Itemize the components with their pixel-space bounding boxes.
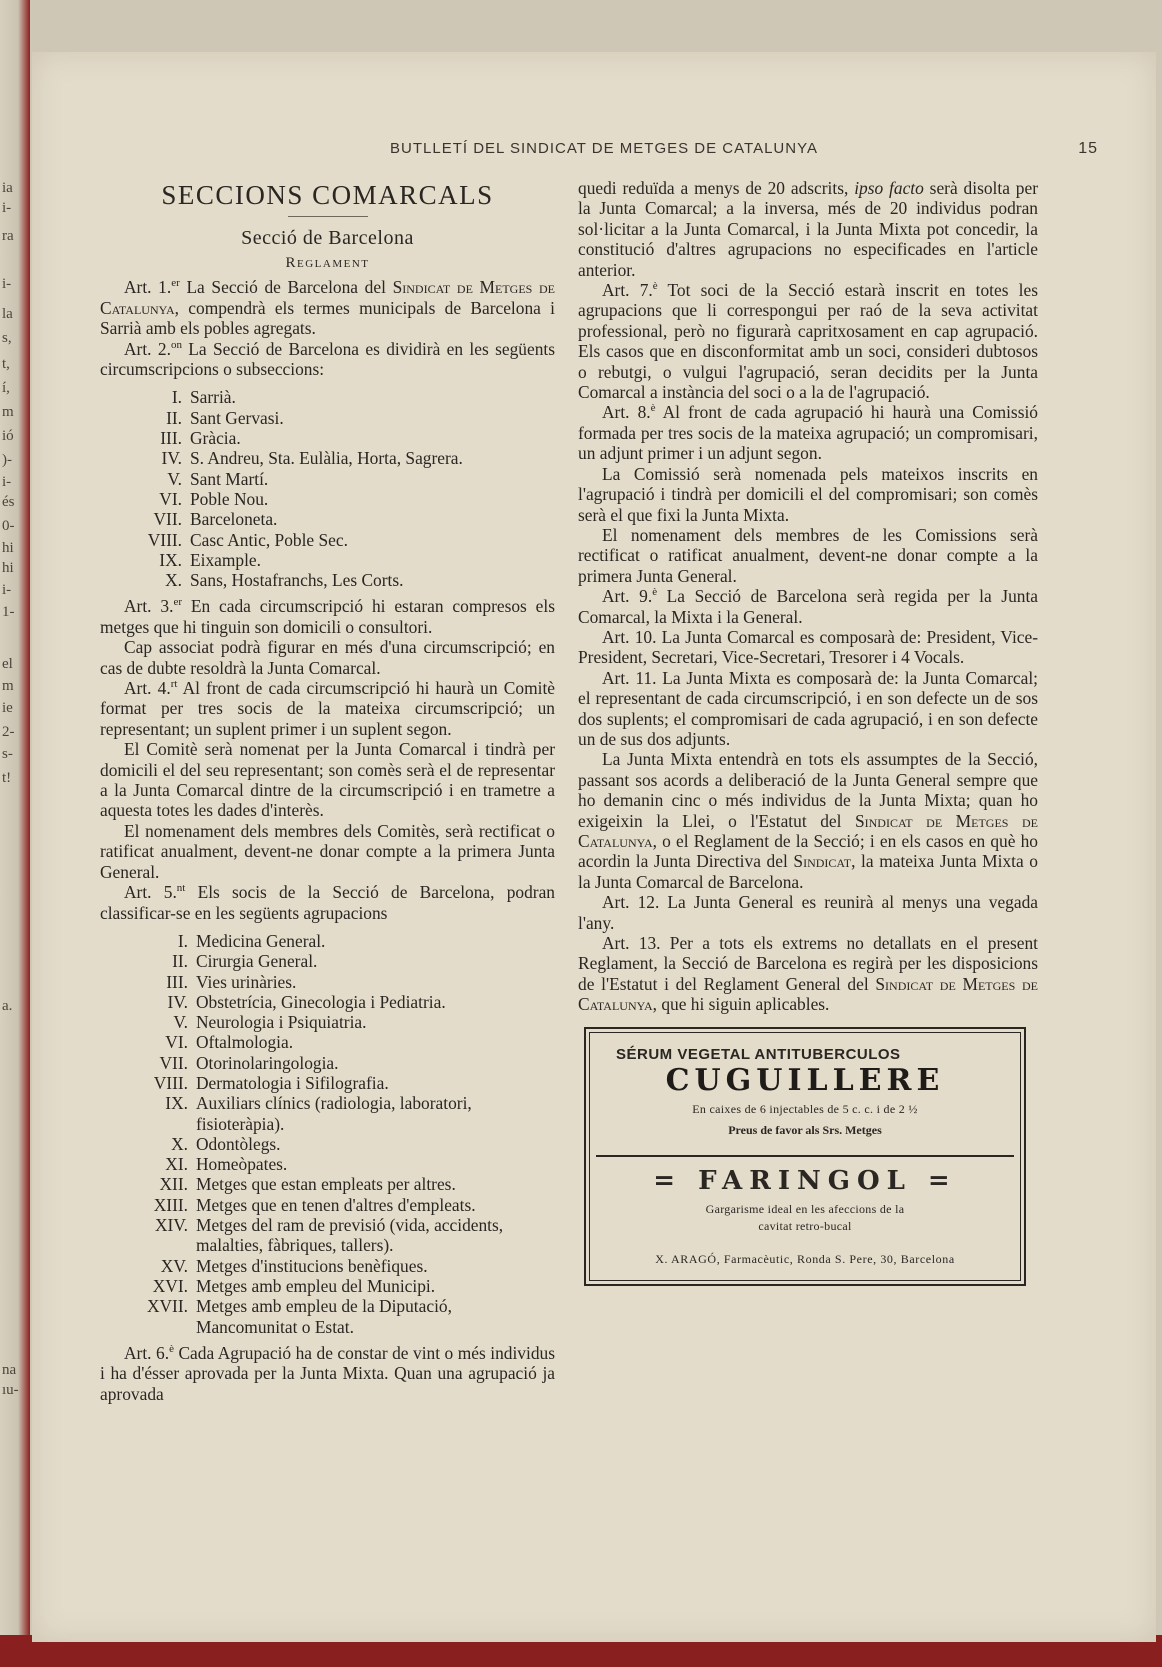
running-title: BUTLLETÍ DEL SINDICAT DE METGES DE CATALUNYA (390, 140, 818, 157)
list-text: Cirurgia General. (196, 951, 318, 972)
ad-packaging: En caixes de 6 injectables de 5 c. c. i de 2 ½ (692, 1102, 918, 1117)
ad-divider (596, 1155, 1014, 1157)
title-rule (288, 216, 368, 217)
bleed-fragment: )- (2, 452, 12, 468)
list-number: VII. (159, 1052, 188, 1073)
list-text: Sant Gervasi. (190, 407, 284, 428)
bleed-fragment: i- (2, 276, 12, 292)
list-number: IV. (161, 448, 182, 469)
article-13: Art. 13. Per a tots els extrems no detallats en el present Reglament, la Secció de Barcelona es regirà per les disposicions de l'Estatut i del Reglament General del Sindicat de Metges de Catalunya, que hi siguin aplicables. (578, 933, 1038, 1015)
ad-description-2: cavitat retro-bucal (758, 1219, 852, 1234)
list-number: III. (160, 428, 182, 449)
list-number: V. (173, 1012, 188, 1033)
circumscription-item (100, 428, 555, 448)
list-number: III. (166, 971, 188, 992)
list-number: XV. (160, 1255, 188, 1276)
list-text: Eixample. (190, 549, 261, 570)
article-5: Art. 5.$^{nt}$ Els socis de la Secció de Barcelona, podran classificar-se en les següents agrupacions (100, 882, 555, 923)
agrupacio-item (100, 931, 555, 951)
circumscription-item (100, 570, 555, 590)
list-text: Metges amb empleu de la Diputació, Mancomunitat o Estat. (196, 1296, 452, 1337)
bleed-fragment: s- (2, 746, 13, 762)
list-text: Casc Antic, Poble Sec. (190, 529, 348, 550)
paragraph-cap-associat: Cap associat podrà figurar en més d'una circumscripció; en cas de dubte resoldrà la Junta Comarcal. (100, 637, 555, 678)
bleed-fragment: na (2, 1362, 17, 1378)
paragraph-junta-mixta: La Junta Mixta entendrà en tots els assumptes de la Secció, passant sos acords a deliberació de la Junta General sempre que ho demanin cinc o més individus de la Junta Mixta; quan ho exigeixin la Llei, o l'Estatut del Sindicat de Metges de Catalunya, o el Reglament de la Secció; i en els casos en què ho acordin la Junta Directiva del Sindicat, la mateixa Junta Mixta o la Junta Comarcal de Barcelona. (578, 749, 1039, 892)
bleed-fragment: ia (2, 180, 13, 196)
agrupacio-item (100, 1053, 555, 1073)
bleed-fragment: hi (2, 540, 14, 556)
left-column (100, 178, 555, 1404)
list-text: Gràcia. (190, 428, 241, 449)
agrupacio-item (100, 992, 555, 1012)
agrupacio-item (100, 951, 555, 971)
ad-product-line: SÉRUM VEGETAL ANTITUBERCULOS (616, 1045, 901, 1063)
list-number: XVII. (146, 1296, 188, 1317)
article-3: Art. 3.$^{er}$ En cada circumscripció hi estaran compresos els metges que hi tinguin son domicili o consultori. (100, 596, 555, 637)
agrupacio-item (100, 1154, 555, 1174)
paragraph-comite: El Comitè serà nomenat per la Junta Comarcal i tindrà per domicili el del seu representant; son comès serà el de representar a la Junta Comarcal dintre de la circumscripció i en trametre a aquesta totes les dades d'interès. (100, 739, 555, 821)
paragraph-nomenament-comissions: El nomenament dels membres de les Comissions serà rectificat o ratificat anualment, devent-ne donar compte a la primera Junta General. (578, 524, 1038, 586)
circumscription-item (100, 469, 555, 489)
circumscription-item (100, 448, 555, 468)
list-number: VI. (159, 488, 182, 509)
bleed-fragment: m (2, 404, 14, 420)
list-text: Sans, Hostafranchs, Les Corts. (190, 570, 404, 591)
bleed-fragment: s, (2, 330, 12, 346)
article-4: Art. 4.$^{rt}$ Al front de cada circumscripció hi haurà un Comitè format per tres socis de la mateixa circumscripció; un representant; un suplent primer i un suplent segon. (100, 678, 555, 739)
bleed-fragment: ıu- (2, 1382, 19, 1398)
agrupacio-item (100, 1012, 555, 1032)
agrupacio-item (100, 1296, 555, 1337)
facing-page-bleed (0, 0, 30, 1667)
list-number: XVI. (152, 1275, 188, 1296)
bleed-fragment: i- (2, 474, 12, 490)
list-number: VI. (165, 1032, 188, 1053)
circumscription-item (100, 387, 555, 407)
bleed-fragment: a. (2, 998, 13, 1014)
agrupacio-item (100, 1073, 555, 1093)
article-6-continuation: quedi reduïda a menys de 20 adscrits, ipso facto serà disolta per la Junta Comarcal; a la inversa, més de 20 individus podran sol·licitar a la Junta Comarcal, i la Junta Mixta pot concedir, la constitució d'altres agrupacions no especificades en l'article anterior. (578, 178, 1038, 280)
bleed-fragment: ie (2, 700, 13, 716)
bleed-fragment: 0- (2, 518, 15, 534)
list-number: IV. (167, 991, 188, 1012)
circumscription-item (100, 509, 555, 529)
list-text: Odontòlegs. (196, 1133, 281, 1154)
bleed-fragment: la (2, 306, 13, 322)
circumscription-item (100, 408, 555, 428)
bleed-fragment: ra (2, 228, 14, 244)
list-text: Metges que estan empleats per altres. (196, 1174, 456, 1195)
list-number: X. (165, 570, 182, 591)
list-number: XII. (159, 1174, 188, 1195)
list-number: IX. (165, 1093, 188, 1114)
article-11: Art. 11. La Junta Mixta es composarà de: la Junta Comarcal; el representant de cada circumscripció, i en son defecte un de sos dos suplents; el compromisari de cada agrupació, i en son defecte un de sus dos adjunts. (578, 667, 1038, 749)
list-text: Oftalmologia. (196, 1032, 294, 1053)
list-number: VIII. (153, 1072, 188, 1093)
list-text: Homeòpates. (196, 1154, 288, 1175)
section-title: SECCIONS COMARCALS (161, 180, 494, 210)
ad-price-note: Preus de favor als Srs. Metges (728, 1123, 882, 1138)
paragraph-comissio: La Comissió serà nomenada pels mateixos inscrits en l'agrupació i tindrà per domicili el del compromisari; son comès serà el que fixi la Junta Mixta. (578, 463, 1038, 525)
article-8: Art. 8.$^è$ Al front de cada agrupació hi haurà una Comissió formada per tres socis de la mateixa agrupació; un compromisari, un adjunt primer i un adjunt segon. (578, 402, 1038, 464)
list-text: Metges d'institucions benèfiques. (196, 1255, 428, 1276)
list-text: Metges amb empleu del Municipi. (196, 1275, 436, 1296)
list-text: Obstetrícia, Ginecologia i Pediatria. (196, 991, 446, 1012)
circumscriptions-list (100, 387, 555, 590)
article-9: Art. 9.$^è$ La Secció de Barcelona serà regida per la Junta Comarcal, la Mixta i la General. (578, 586, 1039, 627)
ad-address: X. ARAGÓ, Farmacèutic, Ronda S. Pere, 30, Barcelona (655, 1252, 955, 1267)
advertisement-box (584, 1027, 1026, 1286)
list-number: VIII. (147, 529, 182, 550)
list-number: I. (177, 930, 188, 951)
agrupacio-item (100, 1134, 555, 1154)
list-text: Dermatologia i Sifilografia. (196, 1072, 389, 1093)
list-number: II. (172, 951, 188, 972)
list-text: Metges que en tenen d'altres d'empleats. (196, 1194, 476, 1215)
circumscription-item (100, 489, 555, 509)
list-number: IX. (159, 549, 182, 570)
article-1: Art. 1.$^{er}$ La Secció de Barcelona del Sindicat de Metges de Catalunya, compendrà els termes municipals de Barcelona i Sarrià amb els pobles agregats. (100, 277, 556, 339)
ad-brand-cuguillere: CUGUILLERE (665, 1063, 945, 1099)
bleed-fragment: hi (2, 560, 14, 576)
agrupacio-item (100, 1174, 555, 1194)
agrupacio-item (100, 1215, 555, 1256)
list-number: X. (171, 1133, 188, 1154)
subsection-title: Secció de Barcelona (241, 227, 414, 249)
circumscription-item (100, 530, 555, 550)
bleed-fragment: t, (2, 356, 10, 372)
running-head (32, 140, 1156, 157)
bleed-fragment: t! (2, 770, 12, 786)
article-2: Art. 2.$^{on}$ La Secció de Barcelona es dividirà en les següents circumscripcions o subseccions: (100, 338, 555, 380)
agrupacio-item (100, 972, 555, 992)
bleed-fragment: i- (2, 582, 12, 598)
bleed-fragment: m (2, 678, 14, 694)
bleed-fragment: ió (2, 428, 14, 444)
reglament-heading: Reglament (285, 255, 370, 271)
agrupacio-item (100, 1256, 555, 1276)
list-text: Auxiliars clínics (radiologia, laboratori, fisioteràpia). (196, 1093, 472, 1134)
article-7: Art. 7.$^è$ Tot soci de la Secció estarà inscrit en totes les agrupacions que li correspongui per raó de la seva activitat professional, però no figurarà capritxosament en cap agrupació. Els casos que en disconformitat amb un soci, consideri dubtosos o rebutgi, o vulgui l'agrupació, seran decidits per la Junta Comarcal a instància del soci o a la de l'agrupació. (578, 280, 1039, 403)
list-number: II. (166, 407, 182, 428)
list-text: Barceloneta. (190, 509, 278, 530)
article-6: Art. 6.$^è$ Cada Agrupació ha de constar de vint o més individus i ha d'ésser aprovada per la Junta Mixta. Quan una agrupació ja aprovada (100, 1342, 555, 1404)
list-number: I. (171, 387, 182, 408)
list-text: Vies urinàries. (196, 971, 297, 992)
ad-description-1: Gargarisme ideal en les afeccions de la (705, 1202, 905, 1217)
right-column (578, 178, 1038, 1286)
list-number: V. (167, 468, 182, 489)
bleed-fragment: el (2, 656, 13, 672)
bleed-fragment: 1- (2, 604, 15, 620)
page-number: 15 (1078, 140, 1098, 157)
ad-brand-faringol: = FARINGOL = (653, 1165, 957, 1196)
paragraph-nomenament-comites: El nomenament dels membres dels Comitès, serà rectificat o ratificat anualment, devent-ne donar compte a la primera Junta General. (100, 820, 555, 882)
list-text: Medicina General. (196, 930, 326, 951)
list-text: S. Andreu, Sta. Eulàlia, Horta, Sagrera. (190, 448, 463, 469)
list-number: XI. (165, 1154, 188, 1175)
agrupacio-item (100, 1032, 555, 1052)
list-text: Poble Nou. (190, 488, 269, 509)
list-text: Neurologia i Psiquiatria. (196, 1012, 367, 1033)
list-number: XIII. (153, 1194, 188, 1215)
agrupacio-item (100, 1093, 555, 1134)
article-10: Art. 10. La Junta Comarcal es composarà de: President, Vice-President, Secretari, Vice-Secretari, Tresorer i 4 Vocals. (578, 626, 1039, 668)
journal-page (32, 52, 1156, 1642)
bleed-fragment: í, (2, 380, 10, 396)
list-text: Metges del ram de previsió (vida, accidents, malalties, fàbriques, tallers). (196, 1215, 504, 1256)
agrupacions-list (100, 931, 555, 1337)
list-number: XIV. (154, 1215, 188, 1236)
bleed-fragment: i- (2, 200, 12, 216)
bleed-fragment: és (2, 494, 15, 510)
agrupacio-item (100, 1276, 555, 1296)
list-number: VII. (153, 509, 182, 530)
list-text: Sarrià. (190, 387, 236, 408)
bleed-fragment: 2- (2, 724, 15, 740)
list-text: Otorinolaringologia. (196, 1052, 339, 1073)
advertisement-inner (589, 1032, 1021, 1281)
article-12: Art. 12. La Junta General es reunirà al menys una vegada l'any. (578, 892, 1038, 933)
agrupacio-item (100, 1195, 555, 1215)
list-text: Sant Martí. (190, 468, 269, 489)
circumscription-item (100, 550, 555, 570)
